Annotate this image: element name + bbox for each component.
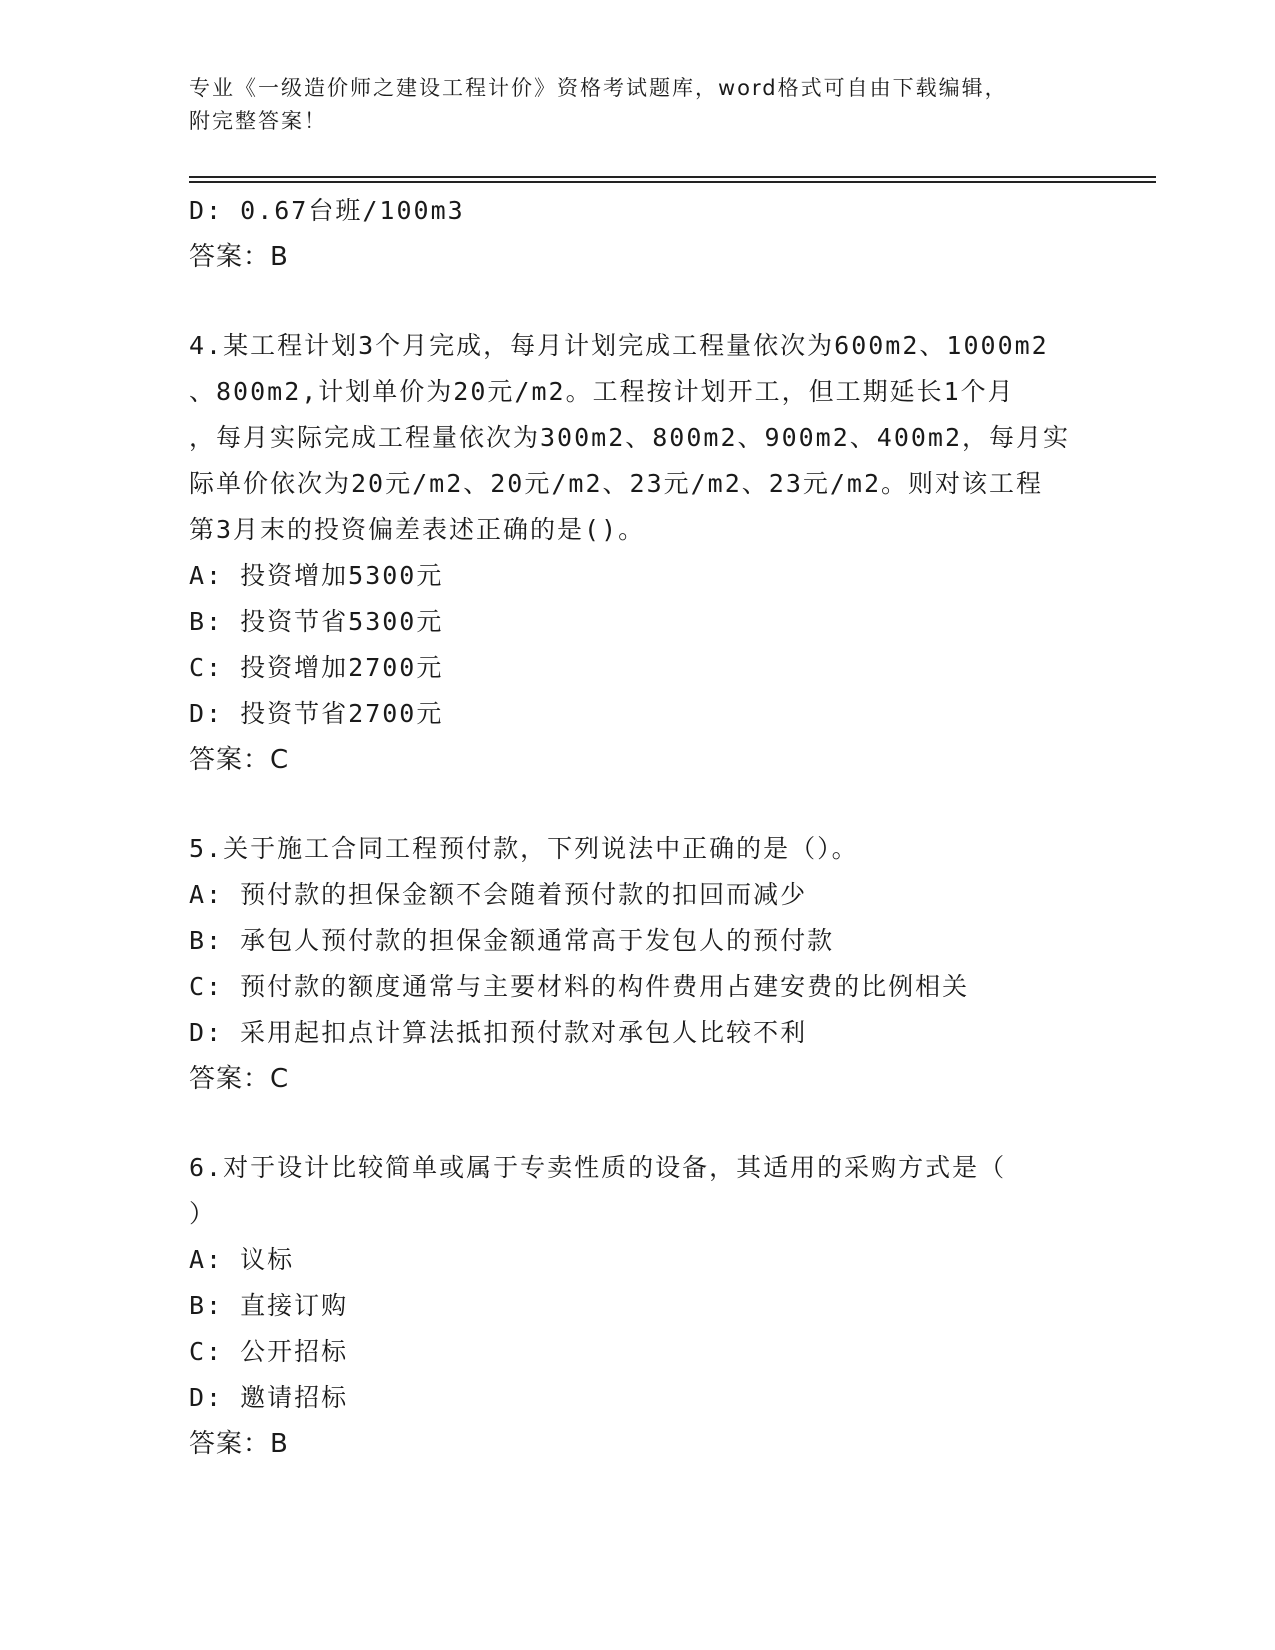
option-d: D: 采用起扣点计算法抵扣预付款对承包人比较不利 — [189, 1018, 808, 1047]
question-6-text-2: ） — [189, 1199, 217, 1228]
header-line-2: 附完整答案！ — [189, 109, 327, 133]
option-c: C: 投资增加2700元 — [189, 653, 444, 682]
option-b: B: 直接订购 — [189, 1291, 349, 1320]
option-c: C: 预付款的额度通常与主要材料的构件费用占建安费的比例相关 — [189, 972, 970, 1001]
option-b: B: 承包人预付款的担保金额通常高于发包人的预付款 — [189, 926, 835, 955]
option-d: D: 邀请招标 — [189, 1383, 349, 1412]
question-content — [189, 188, 1089, 1467]
option-a: A: 投资增加5300元 — [189, 561, 444, 590]
answer-line: 答案：B — [189, 1429, 289, 1459]
question-5 — [189, 826, 1089, 1102]
option-c: C: 公开招标 — [189, 1337, 349, 1366]
question-4-text-3: ，每月实际完成工程量依次为300m2、800m2、900m2、400m2，每月实 — [189, 423, 1071, 452]
question-4-text-1: 4.某工程计划3个月完成，每月计划完成工程量依次为600m2、1000m2 — [189, 331, 1049, 360]
question-4-text-4: 际单价依次为20元/m2、20元/m2、23元/m2、23元/m2。则对该工程 — [189, 469, 1044, 498]
option-a: A: 议标 — [189, 1245, 295, 1274]
header-divider-top — [189, 176, 1156, 178]
option-d: D: 0.67台班/100m3 — [189, 196, 465, 225]
answer-line: 答案：B — [189, 242, 289, 272]
answer-line: 答案：C — [189, 745, 290, 775]
option-b: B: 投资节省5300元 — [189, 607, 444, 636]
option-a: A: 预付款的担保金额不会随着预付款的扣回而减少 — [189, 880, 808, 909]
document-header — [189, 72, 1089, 138]
question-6-text-1: 6.对于设计比较简单或属于专卖性质的设备，其适用的采购方式是（ — [189, 1153, 1007, 1182]
question-4-text-2: 、800m2,计划单价为20元/m2。工程按计划开工，但工期延长1个月 — [189, 377, 1015, 406]
header-divider-bottom — [189, 181, 1156, 183]
question-4 — [189, 323, 1089, 783]
question-6 — [189, 1145, 1089, 1467]
question-5-text-1: 5.关于施工合同工程预付款，下列说法中正确的是（）。 — [189, 834, 859, 863]
header-line-1: 专业《一级造价师之建设工程计价》资格考试题库，word格式可自由下载编辑， — [189, 76, 1008, 100]
answer-line: 答案：C — [189, 1064, 290, 1094]
option-d: D: 投资节省2700元 — [189, 699, 444, 728]
question-4-text-5: 第3月末的投资偏差表述正确的是()。 — [189, 515, 646, 544]
